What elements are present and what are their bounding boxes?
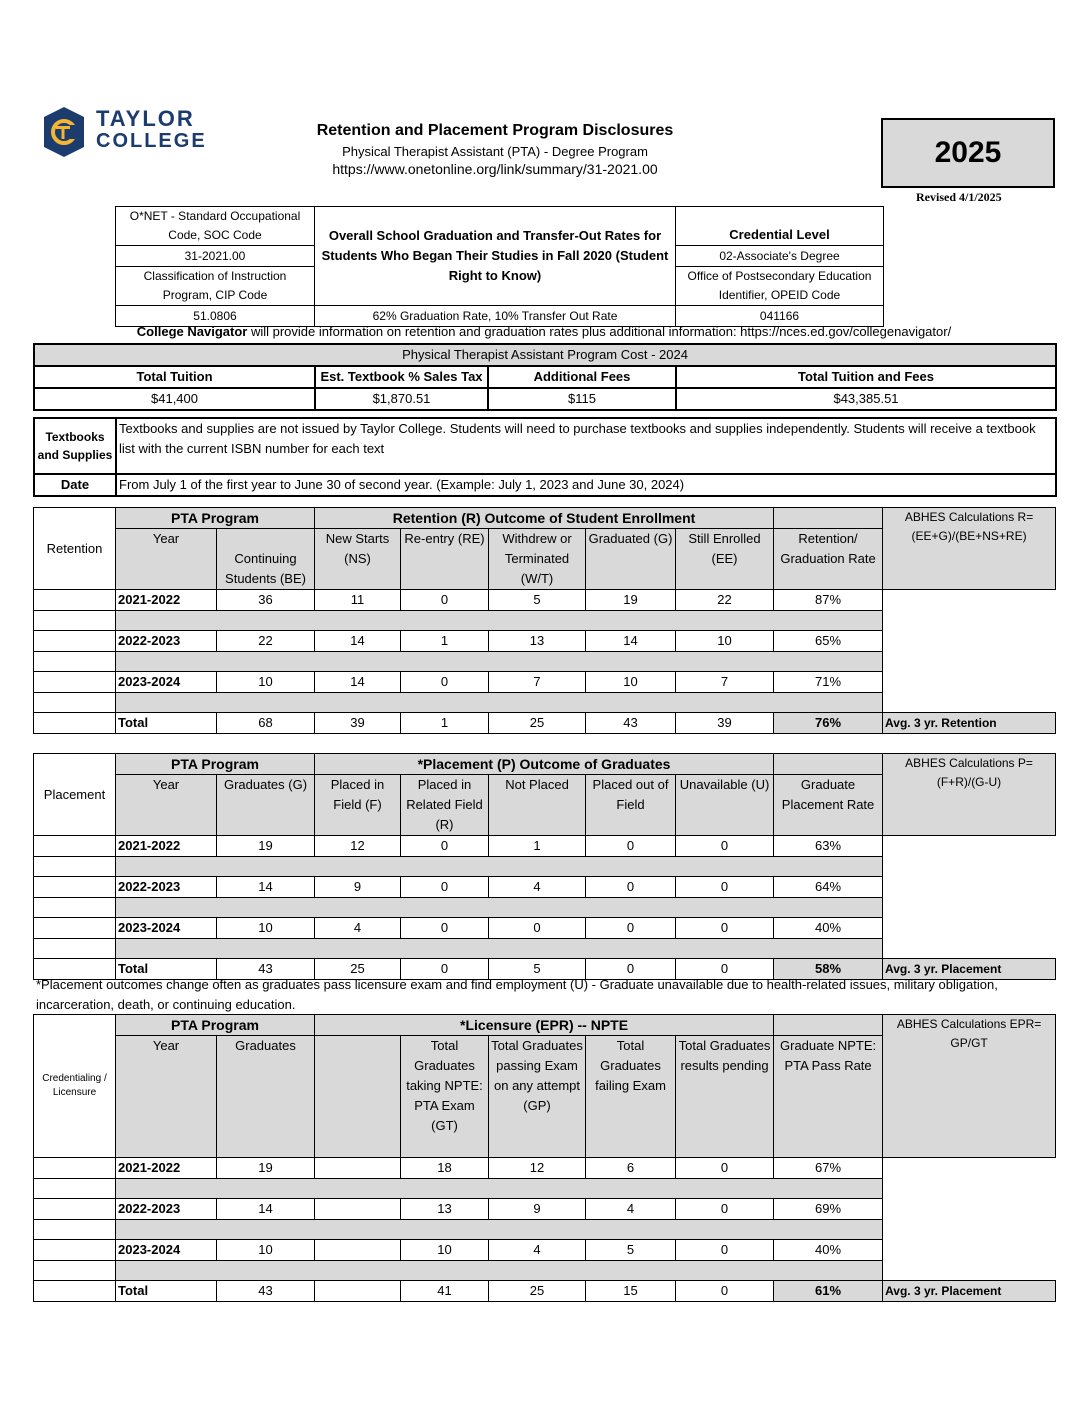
row-value: 43 (217, 1281, 315, 1302)
textbooks-table (33, 417, 1057, 497)
licensure-section-title: *Licensure (EPR) -- NPTE (315, 1015, 774, 1036)
spacer-cell (34, 898, 116, 918)
table-row (34, 672, 1056, 693)
row-value: 13 (401, 1199, 489, 1220)
cip-label-line1: Classification of Instruction (143, 269, 287, 283)
placement-column-header: Year (116, 775, 217, 836)
placement-column-header: Placed in Field (F) (315, 775, 401, 836)
retention-abhes-formula: ABHES Calculations R=(EE+G)/(BE+NS+RE) (883, 508, 1056, 590)
licensure-column-header: Total Graduates taking NPTE: PTA Exam (GT) (401, 1036, 489, 1158)
row-value: 7 (489, 672, 586, 693)
textbooks-label-line2: and Supplies (37, 448, 113, 462)
empty-cell (883, 877, 1056, 898)
cost-header: Est. Textbook % Sales Tax (315, 366, 488, 388)
row-value: 5 (489, 959, 586, 980)
retention-section-title: Retention (R) Outcome of Student Enrollment (315, 508, 774, 529)
row-spacer-cell (34, 713, 116, 734)
spacer-band (116, 857, 883, 877)
logo-line-2: COLLEGE (96, 130, 207, 152)
row-value: 76% (774, 713, 883, 734)
soc-label-line2: Code, SOC Code (168, 228, 262, 242)
licensure-column-header: Year (116, 1036, 217, 1158)
row-value: 22 (217, 631, 315, 652)
table-row (34, 836, 1056, 857)
row-value: 0 (586, 836, 676, 857)
row-value (315, 1281, 401, 1302)
row-value: 0 (676, 1199, 774, 1220)
row-value: 4 (489, 1240, 586, 1261)
logo-line-1: TAYLOR (96, 106, 195, 131)
empty-cell (883, 1240, 1056, 1261)
spacer-row (34, 1261, 1056, 1281)
date-label: Date (34, 474, 116, 496)
navigator-text: will provide information on retention and graduation rates plus additional information: https://nces.ed.gov/collegenavigator/ (247, 324, 952, 339)
row-value: 68 (217, 713, 315, 734)
row-value (315, 1199, 401, 1220)
navigator-bold: College Navigator (136, 324, 248, 339)
licensure-column-header: Total Graduates results pending (676, 1036, 774, 1158)
row-spacer-cell (34, 836, 116, 857)
licensure-abhes-formula: ABHES Calculations EPR= GP/GT (883, 1015, 1056, 1158)
placement-section-title: *Placement (P) Outcome of Graduates (315, 754, 774, 775)
spacer-band (116, 652, 883, 672)
soc-label (116, 207, 315, 246)
textbooks-label (34, 418, 116, 474)
placement-column-header: Graduate Placement Rate (774, 775, 883, 836)
cip-label (116, 267, 315, 306)
row-value: 14 (586, 631, 676, 652)
row-value: 0 (489, 918, 586, 939)
page-title: Retention and Placement Program Disclosures (316, 122, 674, 139)
placement-column-header: Graduates (G) (217, 775, 315, 836)
spacer-band (116, 939, 883, 959)
spacer-cell (34, 1179, 116, 1199)
row-value: 25 (489, 1281, 586, 1302)
retention-program-label: PTA Program (116, 508, 315, 529)
row-value: 0 (676, 836, 774, 857)
blank-cell (774, 754, 883, 775)
row-value: 0 (676, 1240, 774, 1261)
retention-column-header: Graduated (G) (586, 529, 676, 590)
row-value: 0 (401, 836, 489, 857)
row-value: 18 (401, 1158, 489, 1179)
cost-header: Additional Fees (488, 366, 676, 388)
spacer-band (116, 898, 883, 918)
cost-header: Total Tuition (34, 366, 315, 388)
blank-cell (774, 508, 883, 529)
opeid-label (676, 267, 884, 306)
row-value: 22 (676, 590, 774, 611)
placement-footnote: *Placement outcomes change often as graduates pass licensure exam and find employment (U) - Graduate unavailable due to health-related issues, military obligation, incarceration, death, or continuing education. (36, 977, 998, 1012)
row-spacer-cell (34, 672, 116, 693)
row-value: 40% (774, 1240, 883, 1261)
empty-cell (883, 693, 1056, 713)
placement-column-header: Placed out of Field (586, 775, 676, 836)
table-row (34, 1240, 1056, 1261)
row-year: Total (116, 1281, 217, 1302)
licensure-table (33, 1014, 1056, 1302)
row-value: 10 (217, 918, 315, 939)
logo-text (96, 108, 207, 152)
revised-date: Revised 4/1/2025 (916, 190, 1002, 204)
spacer-cell (34, 1261, 116, 1281)
row-value: 4 (586, 1199, 676, 1220)
row-value: 63% (774, 836, 883, 857)
row-value: 14 (315, 672, 401, 693)
row-spacer-cell (34, 1199, 116, 1220)
codes-table (115, 206, 884, 327)
row-value: 19 (217, 836, 315, 857)
row-value: 9 (489, 1199, 586, 1220)
row-value: 0 (676, 877, 774, 898)
row-value: 9 (315, 877, 401, 898)
table-row (34, 918, 1056, 939)
date-text: From July 1 of the first year to June 30 of second year. (Example: July 1, 2023 and June 30, 2024) (116, 474, 1056, 496)
row-value: 0 (586, 918, 676, 939)
spacer-band (116, 611, 883, 631)
licensure-column-header: Total Graduates passing Exam on any attempt (GP) (489, 1036, 586, 1158)
row-value: 5 (489, 590, 586, 611)
row-value: 1 (489, 836, 586, 857)
row-year: 2021-2022 (116, 590, 217, 611)
retention-column-header: Retention/ Graduation Rate (774, 529, 883, 590)
row-spacer-cell (34, 918, 116, 939)
row-value: 87% (774, 590, 883, 611)
row-value: 25 (315, 959, 401, 980)
row-value: 36 (217, 590, 315, 611)
spacer-cell (34, 652, 116, 672)
row-spacer-cell (34, 1281, 116, 1302)
spacer-cell (34, 939, 116, 959)
row-year: 2023-2024 (116, 672, 217, 693)
row-year: 2022-2023 (116, 631, 217, 652)
retention-column-header: Continuing Students (BE) (217, 529, 315, 590)
row-value: 25 (489, 713, 586, 734)
row-value: 0 (586, 877, 676, 898)
placement-table (33, 753, 1056, 980)
row-value: 4 (315, 918, 401, 939)
credential-value: 02-Associate's Degree (676, 246, 884, 267)
cost-header: Total Tuition and Fees (676, 366, 1056, 388)
row-value: 11 (315, 590, 401, 611)
cost-value: $41,400 (34, 388, 315, 410)
placement-column-header: Not Placed (489, 775, 586, 836)
licensure-column-header (315, 1036, 401, 1158)
opeid-label-line1: Office of Postsecondary Education (687, 269, 872, 283)
row-value: 7 (676, 672, 774, 693)
empty-cell (883, 631, 1056, 652)
spacer-row (34, 611, 1056, 631)
spacer-row (34, 693, 1056, 713)
empty-cell (883, 590, 1056, 611)
retention-average-label: Avg. 3 yr. Retention (883, 713, 1056, 734)
row-year: Total (116, 959, 217, 980)
table-row (34, 1199, 1056, 1220)
row-spacer-cell (34, 877, 116, 898)
spacer-cell (34, 693, 116, 713)
empty-cell (883, 672, 1056, 693)
row-value: 67% (774, 1158, 883, 1179)
college-navigator-note (0, 324, 1088, 339)
placement-abhes-formula: ABHES Calculations P=(F+R)/(G-U) (883, 754, 1056, 836)
row-year: 2023-2024 (116, 918, 217, 939)
cost-value: $43,385.51 (676, 388, 1056, 410)
row-value: 10 (676, 631, 774, 652)
spacer-row (34, 1220, 1056, 1240)
spacer-row (34, 857, 1056, 877)
empty-cell (883, 918, 1056, 939)
row-value: 0 (401, 672, 489, 693)
row-value: 10 (586, 672, 676, 693)
spacer-row (34, 652, 1056, 672)
licensure-column-header: Graduates (217, 1036, 315, 1158)
row-spacer-cell (34, 1240, 116, 1261)
row-value: 14 (315, 631, 401, 652)
row-value: 39 (315, 713, 401, 734)
cost-value: $1,870.51 (315, 388, 488, 410)
table-row (34, 631, 1056, 652)
row-value: 0 (676, 1281, 774, 1302)
cost-value: $115 (488, 388, 676, 410)
row-value: 14 (217, 1199, 315, 1220)
row-value: 0 (401, 877, 489, 898)
retention-column-header: Still Enrolled (EE) (676, 529, 774, 590)
row-value: 61% (774, 1281, 883, 1302)
row-value (315, 1240, 401, 1261)
empty-cell (883, 652, 1056, 672)
row-value: 0 (401, 918, 489, 939)
row-spacer-cell (34, 1158, 116, 1179)
retention-column-header: Re-entry (RE) (401, 529, 489, 590)
credential-label: Credential Level (676, 207, 884, 246)
empty-cell (883, 836, 1056, 857)
row-value: 69% (774, 1199, 883, 1220)
row-year: Total (116, 713, 217, 734)
table-row (34, 1158, 1056, 1179)
row-value: 43 (586, 713, 676, 734)
empty-cell (883, 611, 1056, 631)
rates-value: 62% Graduation Rate, 10% Transfer Out Rate (315, 306, 676, 327)
row-value: 10 (401, 1240, 489, 1261)
row-value: 14 (217, 877, 315, 898)
cip-value: 51.0806 (116, 306, 315, 327)
row-value: 10 (217, 672, 315, 693)
row-value: 0 (401, 959, 489, 980)
licensure-column-header: Graduate NPTE: PTA Pass Rate (774, 1036, 883, 1158)
placement-average-label: Avg. 3 yr. Placement (883, 959, 1056, 980)
row-spacer-cell (34, 590, 116, 611)
year-box (881, 118, 1055, 188)
cost-table (33, 343, 1057, 411)
row-value (315, 1158, 401, 1179)
row-value: 19 (586, 590, 676, 611)
blank-cell (774, 1015, 883, 1036)
row-value: 0 (676, 959, 774, 980)
page-subtitle: Physical Therapist Assistant (PTA) - Degree Program (342, 144, 648, 159)
spacer-row (34, 939, 1056, 959)
empty-cell (883, 898, 1056, 918)
rates-title: Overall School Graduation and Transfer-Out Rates for Students Who Began Their Studies in Fall 2020 (Student Right to Know) (315, 207, 676, 306)
retention-table (33, 507, 1056, 734)
soc-value: 31-2021.00 (116, 246, 315, 267)
row-value: 6 (586, 1158, 676, 1179)
spacer-band (116, 1261, 883, 1281)
empty-cell (883, 939, 1056, 959)
row-value: 39 (676, 713, 774, 734)
row-year: 2022-2023 (116, 877, 217, 898)
empty-cell (883, 1220, 1056, 1240)
row-value: 12 (315, 836, 401, 857)
spacer-band (116, 1179, 883, 1199)
placement-program-label: PTA Program (116, 754, 315, 775)
row-value: 15 (586, 1281, 676, 1302)
row-value: 1 (401, 631, 489, 652)
empty-cell (883, 1158, 1056, 1179)
placement-column-header: Unavailable (U) (676, 775, 774, 836)
table-row (34, 877, 1056, 898)
textbooks-text: Textbooks and supplies are not issued by Taylor College. Students will need to purchase textbooks and supplies independently. Students will receive a textbook list with the current ISBN number for each text (116, 418, 1056, 474)
row-value: 0 (586, 959, 676, 980)
row-year: 2023-2024 (116, 1240, 217, 1261)
spacer-band (116, 1220, 883, 1240)
onet-url: https://www.onetonline.org/link/summary/31-2021.00 (332, 161, 658, 177)
spacer-cell (34, 1220, 116, 1240)
licensure-total-row (34, 1281, 1056, 1302)
row-year: 2022-2023 (116, 1199, 217, 1220)
spacer-cell (34, 611, 116, 631)
row-value: 58% (774, 959, 883, 980)
licensure-side-label: Credentialing / Licensure (34, 1015, 116, 1158)
row-year: 2021-2022 (116, 836, 217, 857)
soc-label-line1: O*NET - Standard Occupational (129, 209, 301, 223)
empty-cell (883, 1199, 1056, 1220)
cip-label-line2: Program, CIP Code (162, 288, 268, 302)
placement-column-header: Placed in Related Field (R) (401, 775, 489, 836)
row-value: 5 (586, 1240, 676, 1261)
row-value: 65% (774, 631, 883, 652)
licensure-average-label: Avg. 3 yr. Placement (883, 1281, 1056, 1302)
spacer-cell (34, 857, 116, 877)
textbooks-label-line1: Textbooks (45, 430, 105, 444)
row-spacer-cell (34, 631, 116, 652)
table-row (34, 590, 1056, 611)
row-value: 40% (774, 918, 883, 939)
row-value: 0 (401, 590, 489, 611)
spacer-band (116, 693, 883, 713)
empty-cell (883, 1179, 1056, 1199)
placement-side-label: Placement (34, 754, 116, 836)
row-value: 19 (217, 1158, 315, 1179)
retention-total-row (34, 713, 1056, 734)
row-value: 0 (676, 918, 774, 939)
retention-column-header: New Starts (NS) (315, 529, 401, 590)
row-value: 71% (774, 672, 883, 693)
empty-cell (883, 857, 1056, 877)
page-header (280, 122, 710, 177)
row-year: 2021-2022 (116, 1158, 217, 1179)
spacer-row (34, 898, 1056, 918)
row-value: 10 (217, 1240, 315, 1261)
row-value: 0 (676, 1158, 774, 1179)
opeid-value: 041166 (676, 306, 884, 327)
row-value: 1 (401, 713, 489, 734)
retention-column-header: Year (116, 529, 217, 590)
row-value: 12 (489, 1158, 586, 1179)
year-value: 2025 (934, 136, 1002, 169)
retention-side-label: Retention (34, 508, 116, 590)
cost-title: Physical Therapist Assistant Program Cost - 2024 (34, 344, 1056, 366)
empty-cell (883, 1261, 1056, 1281)
spacer-row (34, 1179, 1056, 1199)
row-value: 13 (489, 631, 586, 652)
licensure-program-label: PTA Program (116, 1015, 315, 1036)
opeid-label-line2: Identifier, OPEID Code (718, 288, 841, 302)
row-value: 4 (489, 877, 586, 898)
licensure-column-header: Total Graduates failing Exam (586, 1036, 676, 1158)
row-value: 43 (217, 959, 315, 980)
retention-column-header: Withdrew or Terminated (W/T) (489, 529, 586, 590)
row-value: 64% (774, 877, 883, 898)
row-value: 41 (401, 1281, 489, 1302)
